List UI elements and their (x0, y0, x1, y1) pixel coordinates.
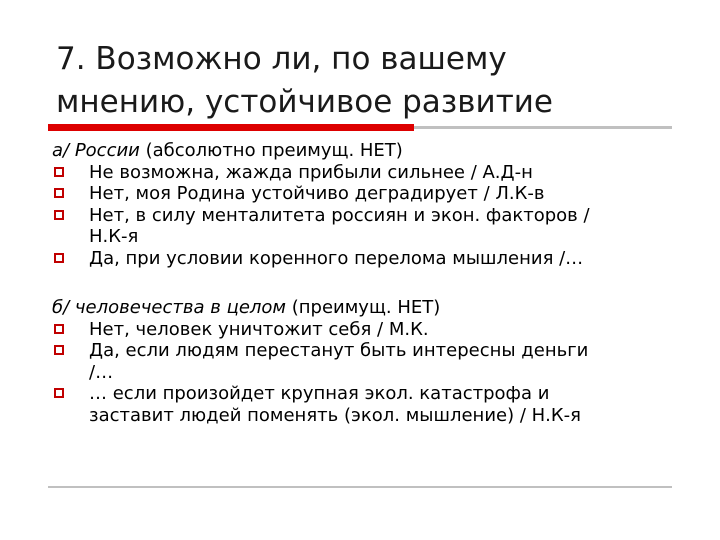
footer-divider (48, 486, 672, 488)
list-item-text: … если произойдет крупная экол. катастрофа и (89, 383, 550, 404)
section-b-heading (52, 297, 702, 319)
hollow-square-bullet-icon (54, 253, 64, 263)
section-a-list (52, 162, 702, 270)
section-b-heading-note: (преимущ. НЕТ) (286, 297, 441, 318)
slide-title (56, 38, 696, 124)
hollow-square-bullet-icon (54, 345, 64, 355)
list-item-text: Нет, в силу менталитета россиян и экон. факторов / (89, 204, 590, 226)
list-item-text: Нет, человек уничтожит себя / М.К. (89, 318, 429, 340)
section-a-heading-note: (абсолютно преимущ. НЕТ) (139, 140, 403, 161)
slide-body (52, 140, 702, 426)
list-item (52, 183, 702, 205)
list-item (52, 162, 702, 184)
hollow-square-bullet-icon (54, 324, 64, 334)
list-item-text: заставит людей поменять (экол. мышление) / Н.К-я (89, 404, 581, 426)
title-line: 7. Возможно ли, по вашему (56, 41, 507, 77)
list-item (52, 319, 702, 341)
list-item-text: /… (89, 361, 114, 383)
list-item-text: Нет, моя Родина устойчиво деградирует / Л.К-в (89, 183, 545, 204)
list-item (52, 205, 702, 248)
title-line: мнению, устойчивое развитие (56, 84, 553, 120)
hollow-square-bullet-icon (54, 388, 64, 398)
list-item-text: Да, если людям перестанут быть интересны деньги (89, 340, 589, 361)
list-item (52, 340, 702, 383)
list-item (52, 248, 702, 270)
hollow-square-bullet-icon (54, 188, 64, 198)
hollow-square-bullet-icon (54, 167, 64, 177)
hollow-square-bullet-icon (54, 210, 64, 220)
section-b-heading-italic: б/ человечества в целом (52, 297, 286, 318)
list-item (52, 383, 702, 426)
title-accent-bar (48, 124, 414, 131)
section-a-heading (52, 140, 702, 162)
section-a-heading-italic: а/ России (52, 140, 140, 161)
section-b-list (52, 319, 702, 427)
list-item-text: Н.К-я (89, 226, 139, 247)
list-item-text: Да, при условии коренного перелома мышления /… (89, 247, 584, 269)
list-item-text: Не возможна, жажда прибыли сильнее / А.Д-н (89, 161, 533, 183)
